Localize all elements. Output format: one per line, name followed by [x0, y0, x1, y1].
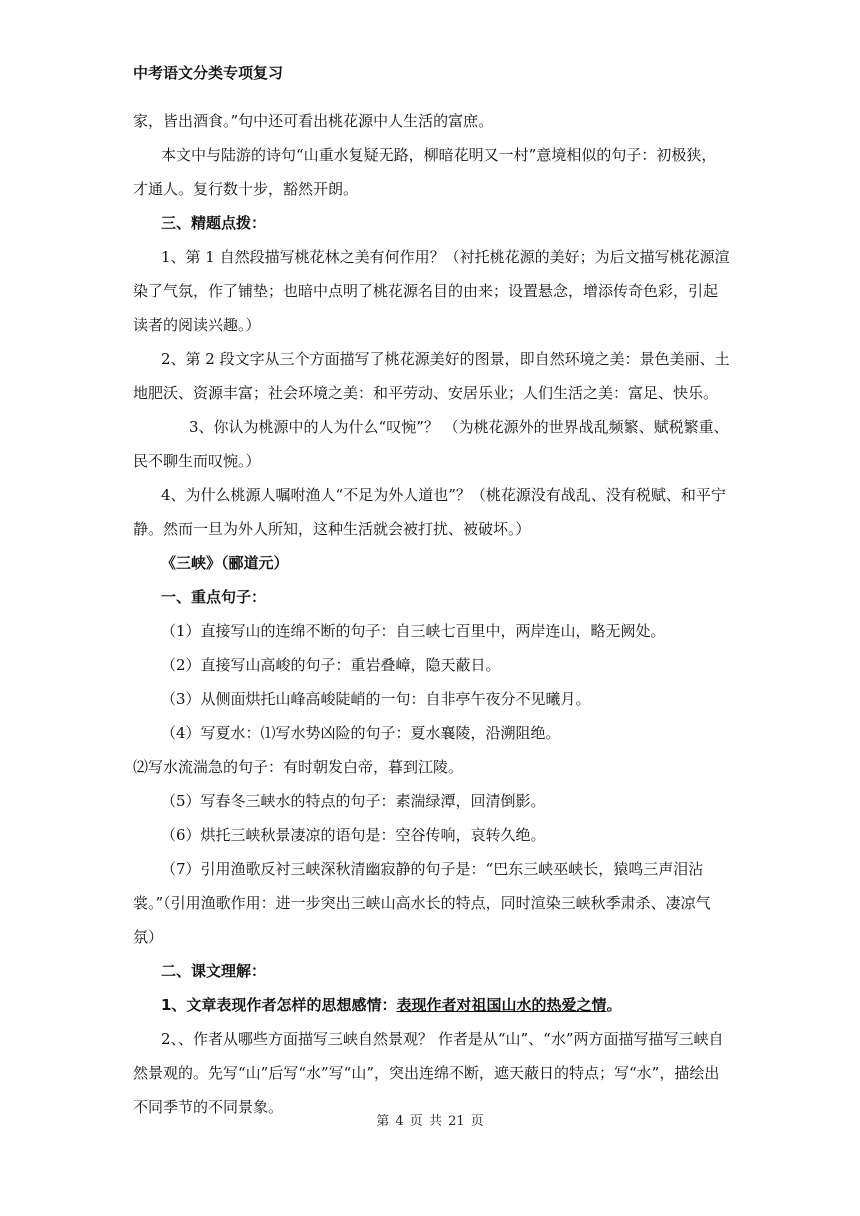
question-item: 2、、作者从哪些方面描写三峡自然景观？ 作者是从“山”、“水”两方面描写描写三峡自然景观的。先写“山”后写“水”写“山”，突出连绵不断，遮天蔽日的特点；写“水”，描绘出不同季节的不同景象。	[133, 1030, 724, 1116]
question-item: 2、第 2 段文字从三个方面描写了桃花源美好的图景，即自然环境之美：景色美丽、土地肥沃、资源丰富；社会环境之美：和平劳动、安居乐业；人们生活之美：富足、快乐。	[133, 350, 730, 402]
footer-gong: 共	[428, 1114, 442, 1129]
question-item	[133, 988, 730, 1022]
section-heading: 一、重点句子：	[161, 588, 267, 606]
footer-ye: 页	[409, 1114, 423, 1129]
section-heading: 《三峡》（郦道元）	[161, 554, 289, 572]
underlined-answer: 表现作者对祖国山水的热爱之情	[396, 996, 607, 1014]
sentence-item: （7）引用渔歌反衬三峡深秋清幽寂静的句子是：“巴东三峡巫峡长，猿鸣三声泪沾裳。”（引用渔歌作用：进一步突出三峡山高水长的特点，同时渲染三峡秋季肃杀、凄凉气氛）	[133, 860, 711, 946]
sentence-item: （1）直接写山的连绵不断的句子：自三峡七百里中，两岸连山，略无阙处。	[161, 622, 666, 640]
document-body	[133, 104, 730, 1124]
sentence-item: ⑵写水流湍急的句子：有时朝发白帝，暮到江陵。	[133, 758, 464, 776]
footer-ye: 页	[470, 1114, 484, 1129]
sentence-item: （5）写春冬三峡水的特点的句子：素湍绿潭，回清倒影。	[161, 792, 546, 810]
section-heading: 三、精题点拨：	[161, 214, 267, 232]
total-pages: 21	[448, 1114, 465, 1129]
sentence-item: （4）写夏水：⑴写水势凶险的句子：夏水襄陵，沿溯阻绝。	[161, 724, 561, 742]
page-number: 4	[395, 1114, 404, 1129]
footer-di: 第	[376, 1114, 390, 1129]
paragraph: 家，皆出酒食。”句中还可看出桃花源中人生活的富庶。	[133, 112, 494, 130]
sentence-item: （2）直接写山高峻的句子：重岩叠嶂，隐天蔽日。	[161, 656, 501, 674]
document-header: 中考语文分类专项复习	[133, 64, 284, 82]
question-item: 3、你认为桃源中的人为什么“叹惋”？ （为桃花源外的世界战乱频繁、赋税繁重、民不聊生而叹惋。）	[133, 418, 729, 470]
punctuation: 。	[606, 996, 622, 1014]
section-heading: 二、课文理解：	[161, 962, 267, 980]
sentence-item: （3）从侧面烘托山峰高峻陡峭的一句：自非亭午夜分不见曦月。	[161, 690, 591, 708]
sentence-item: （6）烘托三峡秋景凄凉的语句是：空谷传响，哀转久绝。	[161, 826, 546, 844]
paragraph: 本文中与陆游的诗句“山重水复疑无路，柳暗花明又一村”意境相似的句子：初极狭，才通人。复行数十步，豁然开朗。	[133, 146, 717, 198]
question-item: 4、为什么桃源人嘱咐渔人“不足为外人道也”？（桃花源没有战乱、没有税赋、和平宁静。然而一旦为外人所知，这种生活就会被打扰、被破坏。）	[133, 486, 726, 538]
question-item: 1、第 1 自然段描写桃花林之美有何作用？（衬托桃花源的美好；为后文描写桃花源渲染了气氛，作了铺垫；也暗中点明了桃花源名目的由来；设置悬念，增添传奇色彩，引起读者的阅读兴趣。）	[133, 248, 730, 334]
question-text: 1、文章表现作者怎样的思想感情：	[161, 996, 397, 1014]
page-footer	[0, 1110, 860, 1129]
